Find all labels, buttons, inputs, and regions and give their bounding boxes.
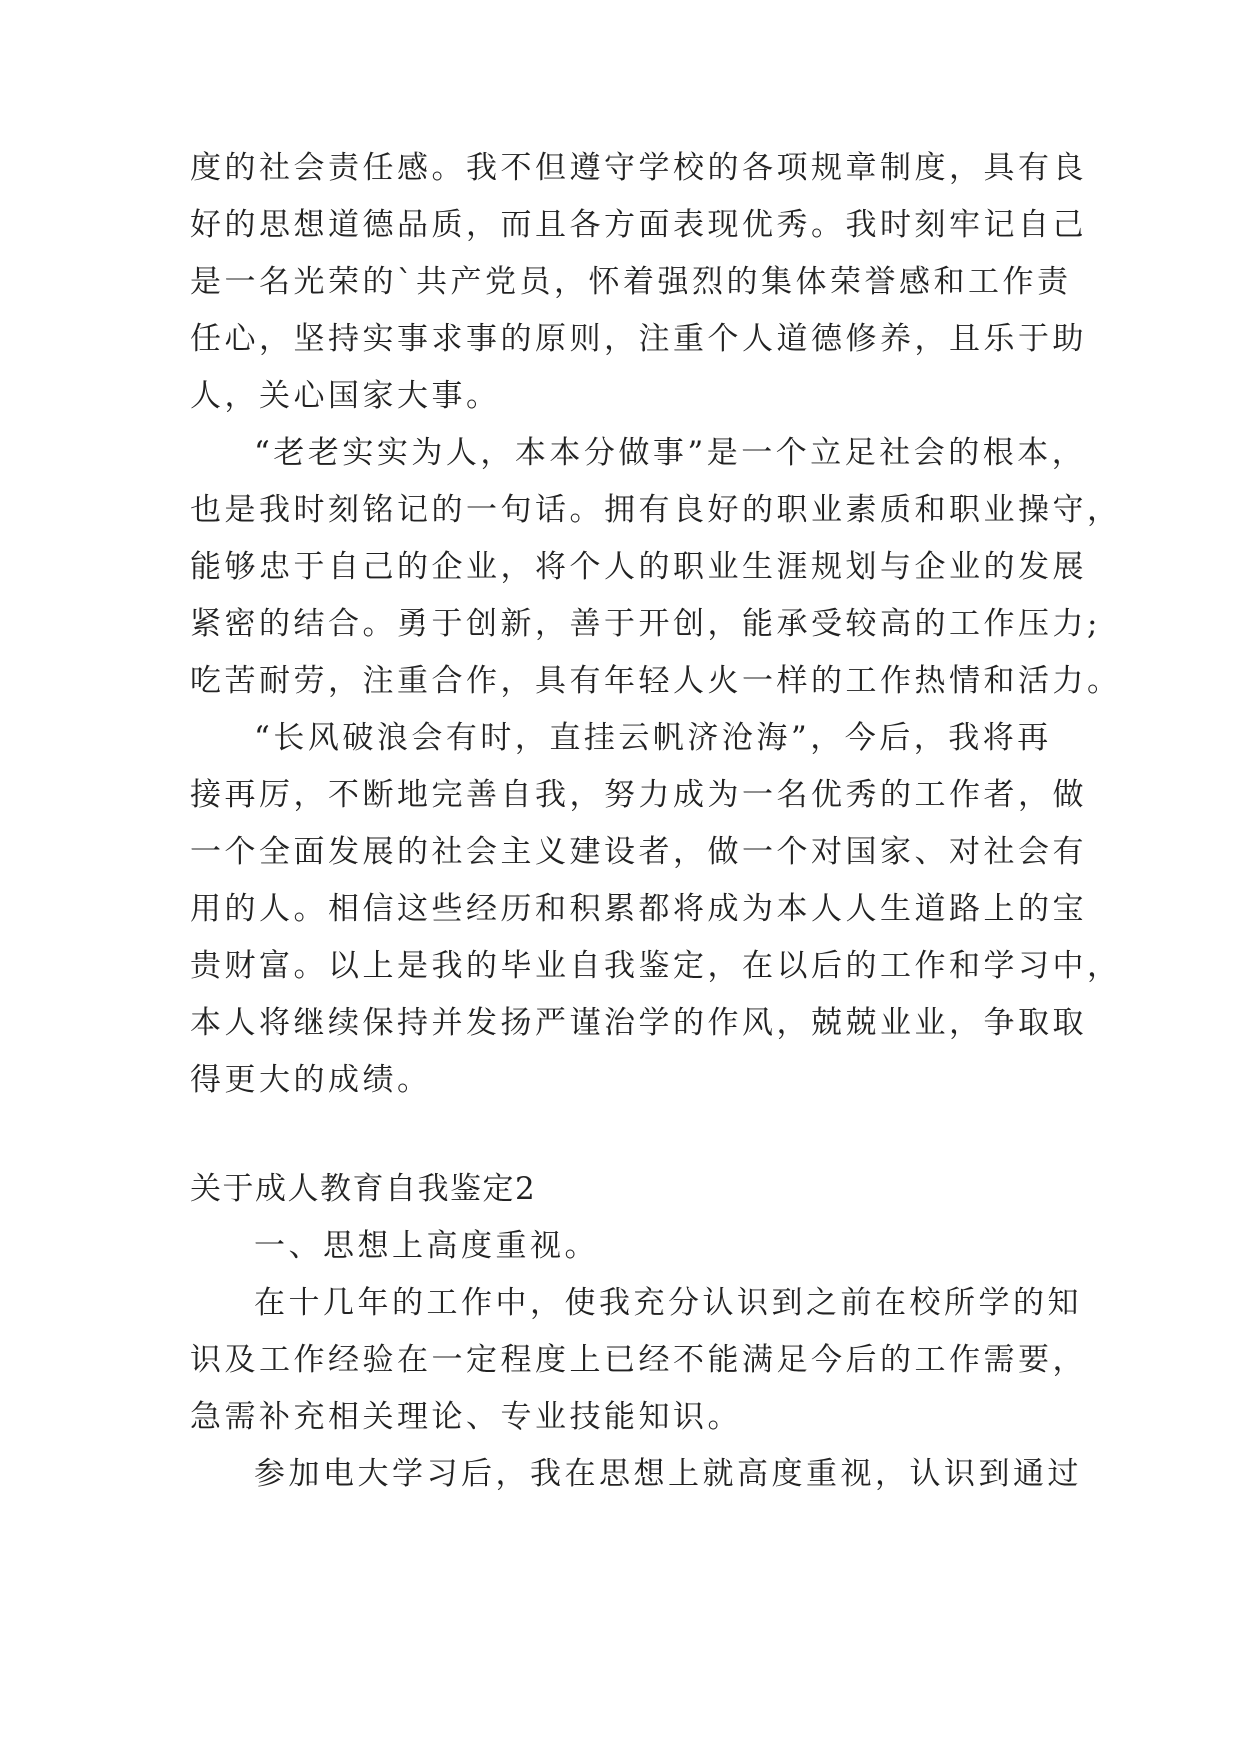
body-line: 能够忠于自己的企业，将个人的职业生涯规划与企业的发展 bbox=[190, 549, 1087, 585]
body-line: 接再厉，不断地完善自我，努力成为一名优秀的工作者，做 bbox=[190, 777, 1087, 813]
body-line: 好的思想道德品质，而且各方面表现优秀。我时刻牢记自己 bbox=[190, 207, 1087, 243]
body-line: 度的社会责任感。我不但遵守学校的各项规章制度，具有良 bbox=[190, 150, 1087, 186]
body-line: 识及工作经验在一定程度上已经不能满足今后的工作需要， bbox=[190, 1342, 1087, 1378]
body-line: 也是我时刻铭记的一句话。拥有良好的职业素质和职业操守， bbox=[190, 492, 1122, 528]
body-line: 本人将继续保持并发扬严谨治学的作风，兢兢业业，争取取 bbox=[190, 1005, 1087, 1041]
body-line: 用的人。相信这些经历和积累都将成为本人人生道路上的宝 bbox=[190, 891, 1087, 927]
paragraph-first-line: 参加电大学习后，我在思想上就高度重视，认识到通过 bbox=[254, 1456, 1082, 1492]
body-line: 紧密的结合。勇于创新，善于开创，能承受较高的工作压力; bbox=[190, 606, 1101, 642]
body-line: 急需补充相关理论、专业技能知识。 bbox=[190, 1399, 742, 1435]
paragraph-first-line: 在十几年的工作中，使我充分认识到之前在校所学的知 bbox=[254, 1285, 1082, 1321]
section-subheading: 一、思想上高度重视。 bbox=[254, 1228, 599, 1264]
paragraph-first-line: “长风破浪会有时，直挂云帆济沧海”，今后，我将再 bbox=[254, 720, 1052, 756]
body-line: 人，关心国家大事。 bbox=[190, 378, 501, 414]
paragraph-first-line: “老老实实为人，本本分做事”是一个立足社会的根本， bbox=[254, 435, 1087, 471]
body-line: 得更大的成绩。 bbox=[190, 1062, 432, 1098]
body-line: 是一名光荣的`共产党员，怀着强烈的集体荣誉感和工作责 bbox=[190, 264, 1072, 300]
body-line: 贵财富。以上是我的毕业自我鉴定，在以后的工作和学习中， bbox=[190, 948, 1122, 984]
body-line: 吃苦耐劳，注重合作，具有年轻人火一样的工作热情和活力。 bbox=[190, 663, 1122, 699]
body-line: 一个全面发展的社会主义建设者，做一个对国家、对社会有 bbox=[190, 834, 1087, 870]
body-line: 任心，坚持实事求事的原则，注重个人道德修养，且乐于助 bbox=[190, 321, 1087, 357]
section-title: 关于成人教育自我鉴定2 bbox=[190, 1171, 537, 1207]
